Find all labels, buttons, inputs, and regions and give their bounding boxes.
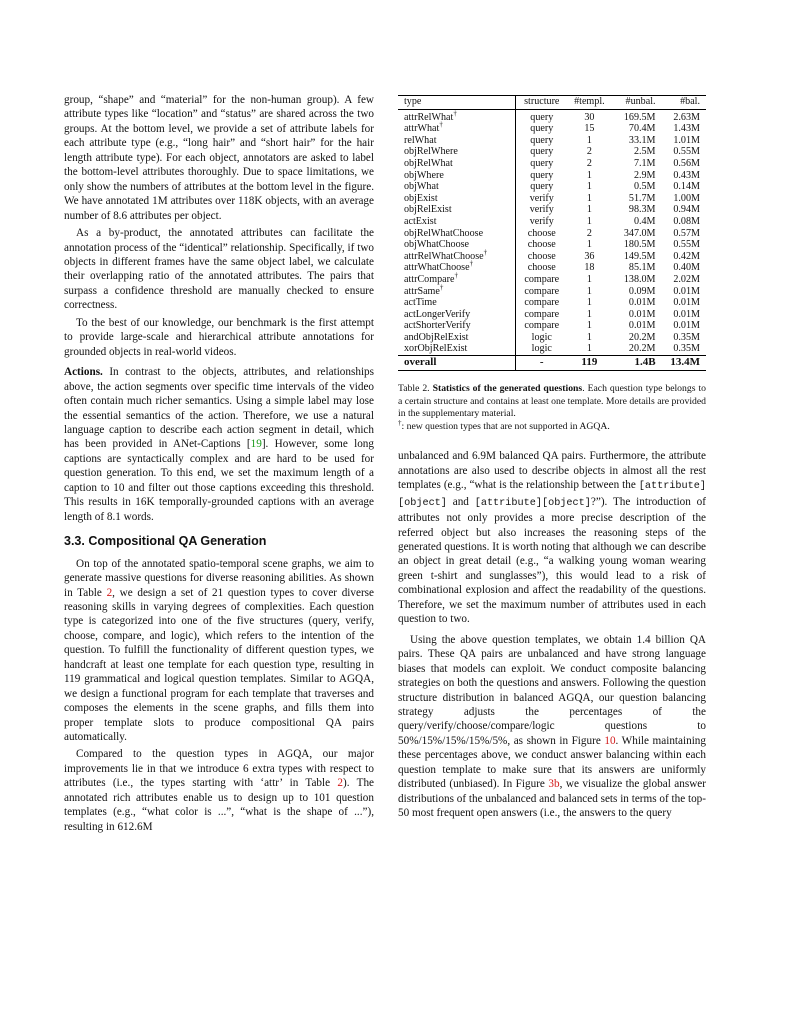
cell-bal-text: 0.56M bbox=[673, 157, 700, 169]
cell-type-text: attrRelWhatChoose bbox=[404, 250, 484, 262]
cell-unbal bbox=[612, 320, 658, 332]
cell-type bbox=[398, 146, 516, 158]
cell-bal-text: 1.43M bbox=[673, 123, 700, 135]
cell-bal-text: 0.55M bbox=[673, 239, 700, 251]
cell-templ-text: 1 bbox=[586, 320, 592, 332]
cell-unbal bbox=[612, 286, 658, 298]
cell-bal bbox=[658, 286, 706, 298]
cell-type-text: xorObjRelExist bbox=[404, 343, 468, 355]
cell-structure bbox=[516, 286, 567, 298]
cell-structure bbox=[516, 343, 567, 355]
cell-unbal-text: 169.5M bbox=[623, 111, 656, 123]
cell-type-text: attrRelWhat bbox=[404, 111, 454, 123]
improve-text-b: ). The annotated rich attributes enable us to design up to 101 question templates (e.g., “what color is ...”, “what is the shape of ...”), resulting in 612.6M bbox=[64, 777, 374, 833]
cell-structure-text: query bbox=[530, 111, 554, 123]
cell-bal bbox=[658, 332, 706, 344]
cell-templ bbox=[567, 286, 611, 298]
cell-type-text: actShorterVerify bbox=[404, 320, 471, 332]
cell-templ-text: 1 bbox=[586, 169, 592, 181]
cell-type bbox=[398, 320, 516, 332]
table-row bbox=[398, 262, 706, 274]
cell-unbal-text: 2.5M bbox=[633, 146, 656, 158]
cell-unbal bbox=[612, 181, 658, 193]
cell-templ-text: 18 bbox=[584, 262, 595, 274]
cell-structure-text: compare bbox=[524, 285, 560, 297]
paragraph-first-attempt: To the best of our knowledge, our benchmark is the first attempt to provide large-scale and hierarchical attribute annotations for grounded objects in real-world videos. bbox=[64, 316, 374, 358]
cell-templ bbox=[567, 320, 611, 332]
cell-structure-text: choose bbox=[527, 227, 556, 239]
figure-ref-link[interactable]: 3b bbox=[548, 778, 560, 791]
dagger-mark: † bbox=[439, 120, 443, 129]
cell-bal-text: 0.01M bbox=[673, 320, 700, 332]
section-title: 3.3. Compositional QA Generation bbox=[64, 534, 267, 549]
cell-structure bbox=[516, 262, 567, 274]
cell-templ-text: 1 bbox=[586, 134, 592, 146]
cell-type-text: objRelWhat bbox=[404, 157, 453, 169]
cell-structure bbox=[516, 309, 567, 321]
cell-type bbox=[398, 120, 516, 135]
cell-type bbox=[398, 170, 516, 182]
cell-bal bbox=[658, 204, 706, 216]
cell-type bbox=[398, 343, 516, 355]
cell-unbal bbox=[612, 123, 658, 135]
table-row bbox=[398, 309, 706, 321]
cell-type-text: objRelWhatChoose bbox=[404, 227, 484, 239]
cell-unbal bbox=[612, 228, 658, 240]
cell-unbal bbox=[612, 274, 658, 286]
cell-templ bbox=[567, 146, 611, 158]
cell-bal bbox=[658, 135, 706, 147]
cell-templ bbox=[567, 181, 611, 193]
cell-templ bbox=[567, 204, 611, 216]
usage-text-b: ?”). The introduction of attributes not only provides a more precise description of the referred object but also increases the reasoning steps of the generated questions. It is worth noting that although we can describe an object in great detail (e.g., “a walking young woman wearing green t-shirt and sunglasses”), this would lead to a risk of combinational explosion and affect the readability of the questions. Therefore, we set the maximum number of attributes used in each question to two. bbox=[398, 495, 706, 626]
cell-bal-text: 0.42M bbox=[673, 250, 700, 262]
table-ref-link[interactable]: 2 bbox=[106, 586, 113, 599]
cell-unbal-text: 2.9M bbox=[633, 169, 656, 181]
cell-templ bbox=[567, 309, 611, 321]
cell-bal bbox=[658, 181, 706, 193]
cell-type-text: actLongerVerify bbox=[404, 308, 471, 320]
cell-structure-text: verify bbox=[529, 192, 554, 204]
cell-bal-text: 0.35M bbox=[673, 331, 700, 343]
cell-type-text: attrSame bbox=[404, 285, 440, 297]
cell-type bbox=[398, 158, 516, 170]
table-caption bbox=[398, 383, 706, 435]
cell-bal bbox=[658, 239, 706, 251]
cell-templ bbox=[567, 123, 611, 135]
cell-bal-text: 0.01M bbox=[673, 308, 700, 320]
cell-templ bbox=[567, 251, 611, 263]
cell-structure-text: compare bbox=[524, 297, 560, 309]
table-row bbox=[398, 135, 706, 147]
table-header: type bbox=[398, 96, 516, 110]
cell-templ bbox=[567, 158, 611, 170]
cell-structure-text: choose bbox=[527, 250, 556, 262]
cell-structure bbox=[516, 228, 567, 240]
cell-templ-text: 2 bbox=[586, 146, 592, 158]
usage-text-a: unbalanced and 6.9M balanced QA pairs. Furthermore, the attribute annotations are also used to describe objects in almost all the rest templates (e.g., “what is the relationship between the bbox=[398, 450, 706, 492]
balance-text-b: . While maintaining these percentages above, we conduct answer balancing within each question template to make sure that its answers are uniformly distributed (unbiased). In Figure bbox=[398, 734, 706, 791]
cell-structure-text: query bbox=[530, 157, 554, 169]
cell-structure bbox=[516, 193, 567, 205]
right-column bbox=[398, 95, 706, 821]
dagger-mark: † bbox=[469, 259, 474, 268]
cell-templ-text: 1 bbox=[586, 192, 592, 204]
caption-label: Table 2. bbox=[398, 382, 430, 394]
cell-bal-text: 0.55M bbox=[673, 146, 700, 158]
caption-bold: Statistics of the generated questions bbox=[432, 382, 583, 394]
cell-structure bbox=[516, 274, 567, 286]
cell-structure-text: query bbox=[530, 181, 554, 193]
cell-structure-text: logic bbox=[531, 331, 552, 343]
overall-cell: overall bbox=[398, 356, 516, 371]
table-row bbox=[398, 251, 706, 263]
cell-templ-text: 1 bbox=[586, 331, 592, 343]
cell-structure bbox=[516, 204, 567, 216]
cell-type bbox=[398, 109, 516, 123]
cell-structure-text: compare bbox=[524, 308, 560, 320]
table-ref-link[interactable]: 2 bbox=[337, 777, 343, 790]
cell-templ bbox=[567, 109, 611, 123]
cell-unbal bbox=[612, 109, 658, 123]
cell-unbal-text: 138.0M bbox=[623, 273, 656, 285]
cell-structure-text: logic bbox=[531, 343, 552, 355]
cell-unbal-text: 149.5M bbox=[623, 250, 656, 262]
cell-unbal-text: 180.5M bbox=[623, 239, 656, 251]
cell-unbal bbox=[612, 216, 658, 228]
overall-cell: - bbox=[516, 356, 567, 371]
cell-bal bbox=[658, 228, 706, 240]
cell-templ-text: 2 bbox=[586, 227, 592, 239]
overall-cell: 119 bbox=[567, 356, 611, 371]
cell-unbal bbox=[612, 332, 658, 344]
cell-unbal-text: 85.1M bbox=[628, 262, 656, 274]
table-row bbox=[398, 123, 706, 135]
table-header: #templ. bbox=[567, 96, 611, 110]
cell-templ bbox=[567, 274, 611, 286]
cell-structure bbox=[516, 109, 567, 123]
cell-unbal-text: 0.01M bbox=[628, 297, 656, 309]
cell-unbal-text: 20.2M bbox=[628, 331, 656, 343]
cell-bal-text: 0.01M bbox=[673, 297, 700, 309]
cell-type bbox=[398, 204, 516, 216]
cell-bal-text: 0.01M bbox=[673, 285, 700, 297]
cell-bal bbox=[658, 193, 706, 205]
cell-type-text: objWhat bbox=[404, 181, 439, 193]
cell-unbal-text: 347.0M bbox=[623, 227, 656, 239]
table-row bbox=[398, 193, 706, 205]
cell-bal bbox=[658, 146, 706, 158]
cell-unbal-text: 0.09M bbox=[628, 285, 656, 297]
cell-type bbox=[398, 228, 516, 240]
cell-bal-text: 0.43M bbox=[673, 169, 700, 181]
cell-unbal-text: 98.3M bbox=[628, 204, 656, 216]
table-row bbox=[398, 146, 706, 158]
paragraph-actions bbox=[64, 365, 374, 524]
qa-text-b: , we design a set of 21 question types to cover diverse reasoning skills in varying degrees of complexities. Each question type is categorized into one of the five structures (query, verify, choose, compare, and logic), which refers to the intention of the question. To fulfill the functionality of different question types, we handcraft at least one template for each question type, resulting in 119 grammatical and logical question templates. Similar to AGQA, we design a functional program for each template that traverses and composes the elements in the scene graphs, and fills them into proper template slots to produce compositional QA pairs automatically. bbox=[64, 586, 374, 744]
cell-type-text: actExist bbox=[404, 215, 437, 227]
dagger-mark: † bbox=[398, 419, 402, 428]
cell-templ-text: 1 bbox=[586, 181, 592, 193]
cell-unbal-text: 51.7M bbox=[628, 192, 656, 204]
dagger-mark: † bbox=[483, 248, 488, 257]
table-header: structure bbox=[516, 96, 567, 110]
cell-bal bbox=[658, 262, 706, 274]
cell-bal-text: 0.14M bbox=[673, 181, 700, 193]
table-row bbox=[398, 170, 706, 182]
improve-text-a: Compared to the question types in AGQA, our major improvements lie in that we introduce 6 extra types with respect to attributes (i.e., the types starting with ‘attr’ in Table bbox=[64, 748, 374, 790]
cell-structure bbox=[516, 158, 567, 170]
cell-bal-text: 0.94M bbox=[673, 204, 700, 216]
cell-structure bbox=[516, 239, 567, 251]
qa-text-a: On top of the annotated spatio-temporal scene graphs, we aim to generate massive questions for diverse reasoning abilities. As shown in Table bbox=[64, 557, 374, 599]
paragraph-attribute-usage bbox=[398, 449, 706, 626]
cell-unbal-text: 0.01M bbox=[628, 308, 656, 320]
cell-type-text: relWhat bbox=[404, 134, 437, 146]
table-row bbox=[398, 320, 706, 332]
cell-templ-text: 1 bbox=[586, 285, 592, 297]
cell-structure bbox=[516, 320, 567, 332]
statistics-table bbox=[398, 95, 706, 371]
usage-text-mid: and bbox=[446, 495, 475, 508]
cell-type-text: objRelWhere bbox=[404, 146, 458, 158]
cell-structure-text: query bbox=[530, 169, 554, 181]
balance-text-a: Using the above question templates, we obtain 1.4 billion QA pairs. These QA pairs are unbalanced and have strong language biases that models can exploit. We conduct composite balancing strategies on both the questions and answers. Following the question structure distribution in balanced AGQA, our question balancing strategy adjusts the percentages of the query/verify/choose/compare/logic questions to 50%/15%/15%/15%/5%, as shown in Figure bbox=[398, 633, 706, 747]
cell-templ-text: 30 bbox=[584, 111, 595, 123]
cell-structure bbox=[516, 332, 567, 344]
dagger-mark: † bbox=[453, 109, 457, 118]
table-row bbox=[398, 216, 706, 228]
cell-type-text: attrCompare bbox=[404, 273, 455, 285]
cell-bal-text: 1.00M bbox=[673, 192, 700, 204]
cell-templ-text: 1 bbox=[586, 204, 592, 216]
cell-unbal bbox=[612, 158, 658, 170]
cell-structure-text: compare bbox=[524, 320, 560, 332]
cell-bal bbox=[658, 109, 706, 123]
cell-structure bbox=[516, 146, 567, 158]
cell-type bbox=[398, 181, 516, 193]
cell-structure bbox=[516, 251, 567, 263]
cell-structure-text: query bbox=[530, 146, 554, 158]
cell-bal-text: 0.35M bbox=[673, 343, 700, 355]
table-row bbox=[398, 181, 706, 193]
table-row bbox=[398, 228, 706, 240]
cell-type-text: attrWhat bbox=[404, 123, 440, 135]
cell-type-text: attrWhatChoose bbox=[404, 262, 470, 274]
cell-unbal bbox=[612, 135, 658, 147]
cell-templ bbox=[567, 297, 611, 309]
cell-templ bbox=[567, 228, 611, 240]
cell-unbal bbox=[612, 170, 658, 182]
cell-structure-text: choose bbox=[527, 239, 556, 251]
cell-unbal-text: 20.2M bbox=[628, 343, 656, 355]
paragraph-qa-generation bbox=[64, 557, 374, 745]
cell-templ-text: 2 bbox=[586, 157, 592, 169]
cell-structure bbox=[516, 181, 567, 193]
cell-bal-text: 0.40M bbox=[673, 262, 700, 274]
table-overall-row bbox=[398, 356, 706, 371]
cell-bal-text: 2.63M bbox=[673, 111, 700, 123]
cell-type bbox=[398, 297, 516, 309]
cell-structure-text: query bbox=[530, 134, 554, 146]
cell-unbal-text: 70.4M bbox=[628, 123, 656, 135]
cell-structure bbox=[516, 297, 567, 309]
cell-unbal bbox=[612, 262, 658, 274]
table-body bbox=[398, 109, 706, 370]
cell-bal bbox=[658, 170, 706, 182]
cell-unbal-text: 0.5M bbox=[633, 181, 656, 193]
cell-structure bbox=[516, 170, 567, 182]
table-row bbox=[398, 274, 706, 286]
caption-rest: . Each question type belongs to a certain structure and contains at least one template. More details are provided in the supplementary material. bbox=[398, 382, 706, 420]
cell-type-text: objExist bbox=[404, 192, 438, 204]
actions-text-a: In contrast to the objects, attributes, and relationships above, the action segments over specific time intervals of the video often contain much richer semantics. Using a simple label may lose the essential semantics of the action. Therefore, we use a natural language caption to describe each action segment in detail, which has been provided in ANet-Captions [ bbox=[64, 366, 374, 451]
cell-type-text: objRelExist bbox=[404, 204, 452, 216]
cell-bal bbox=[658, 158, 706, 170]
cell-templ-text: 1 bbox=[586, 297, 592, 309]
cell-templ-text: 1 bbox=[586, 215, 592, 227]
cell-bal-text: 1.01M bbox=[673, 134, 700, 146]
cell-type-text: andObjRelExist bbox=[404, 331, 469, 343]
table-row bbox=[398, 204, 706, 216]
cell-bal bbox=[658, 123, 706, 135]
cell-type bbox=[398, 309, 516, 321]
paragraph-identical: As a by-product, the annotated attributes can facilitate the annotation process of the “identical” relationship. Specifically, if two objects in different frames have the same object label, we calculate their overlapping ratio of the annotated attributes. The pairs that surpass a confidence threshold are manually checked to ensure correctness. bbox=[64, 227, 374, 312]
cell-type bbox=[398, 239, 516, 251]
cell-templ-text: 1 bbox=[586, 239, 592, 251]
cell-bal bbox=[658, 343, 706, 355]
cell-structure-text: verify bbox=[529, 215, 554, 227]
cell-templ-text: 15 bbox=[584, 123, 595, 135]
dagger-mark: † bbox=[439, 283, 444, 292]
cell-templ bbox=[567, 239, 611, 251]
table-header: #bal. bbox=[658, 96, 706, 110]
cell-unbal bbox=[612, 309, 658, 321]
cell-unbal bbox=[612, 193, 658, 205]
paragraph-improvements bbox=[64, 747, 374, 834]
cell-unbal-text: 0.4M bbox=[633, 215, 656, 227]
cell-templ bbox=[567, 262, 611, 274]
actions-heading: Actions. bbox=[64, 366, 103, 379]
cell-type bbox=[398, 216, 516, 228]
cell-templ bbox=[567, 343, 611, 355]
cell-templ-text: 1 bbox=[586, 343, 592, 355]
overall-cell: 1.4B bbox=[612, 356, 658, 371]
cell-templ bbox=[567, 332, 611, 344]
cell-type bbox=[398, 193, 516, 205]
table-row bbox=[398, 343, 706, 355]
cell-type bbox=[398, 332, 516, 344]
cell-structure bbox=[516, 216, 567, 228]
table-row bbox=[398, 158, 706, 170]
paragraph-attributes: group, “shape” and “material” for the non-human group). A few attribute types like “location” and “status” are shared across the two groups. At the bottom level, we provide a set of attribute labels for each attribute type (e.g., “long hair” and “short hair” for the hair length attribute type). For each object, annotators are asked to label the bottom-level attributes thoroughly. Due to space limitations, we only show the numbers of attributes at the bottom level in the figure. We have annotated 1M attributes over 118K objects, with an average number of 8.6 attributes per object. bbox=[64, 94, 374, 222]
table-row bbox=[398, 297, 706, 309]
table-header-row bbox=[398, 96, 706, 110]
overall-cell: 13.4M bbox=[658, 356, 706, 371]
citation-link[interactable]: 19 bbox=[250, 438, 262, 451]
paragraph-balancing bbox=[398, 633, 706, 821]
actions-text-b: ]. However, some long captions are syntactically complex and are hard to be used for question generation. To this end, we set the maximum length of a caption to 10 and filter out those captions exceeding this threshold. This results in 16K temporally-grounded captions with an average length of 8.1 words. bbox=[64, 438, 374, 523]
cell-bal-text: 0.57M bbox=[673, 227, 700, 239]
table-header: #unbal. bbox=[612, 96, 658, 110]
cell-bal bbox=[658, 320, 706, 332]
cell-bal bbox=[658, 309, 706, 321]
template-slot-code: [attribute][object] bbox=[398, 481, 706, 509]
cell-bal bbox=[658, 297, 706, 309]
cell-unbal bbox=[612, 343, 658, 355]
left-column bbox=[64, 93, 374, 834]
cell-type-text: objWhere bbox=[404, 169, 444, 181]
cell-unbal bbox=[612, 297, 658, 309]
cell-type bbox=[398, 248, 516, 263]
cell-bal bbox=[658, 216, 706, 228]
cell-templ-text: 36 bbox=[584, 250, 595, 262]
cell-type bbox=[398, 135, 516, 147]
cell-bal bbox=[658, 274, 706, 286]
cell-bal-text: 0.08M bbox=[673, 215, 700, 227]
table-row bbox=[398, 239, 706, 251]
cell-templ bbox=[567, 216, 611, 228]
table-row bbox=[398, 109, 706, 123]
cell-unbal bbox=[612, 204, 658, 216]
cell-type bbox=[398, 271, 516, 286]
cell-templ bbox=[567, 135, 611, 147]
cell-templ bbox=[567, 193, 611, 205]
cell-templ bbox=[567, 170, 611, 182]
cell-structure-text: query bbox=[530, 123, 554, 135]
cell-unbal bbox=[612, 251, 658, 263]
table-row bbox=[398, 286, 706, 298]
balance-text-c: , we visualize the global answer distributions of the unbalanced and balanced sets in terms of the top-50 most frequent open answers (i.e., the answers to the query bbox=[398, 778, 706, 820]
cell-structure-text: verify bbox=[529, 204, 554, 216]
cell-structure-text: compare bbox=[524, 273, 560, 285]
cell-type bbox=[398, 283, 516, 298]
dagger-mark: † bbox=[454, 271, 458, 280]
cell-bal bbox=[658, 251, 706, 263]
cell-bal-text: 2.02M bbox=[673, 273, 700, 285]
cell-unbal bbox=[612, 146, 658, 158]
table-row bbox=[398, 332, 706, 344]
cell-unbal bbox=[612, 239, 658, 251]
cell-type-text: actTime bbox=[404, 297, 437, 309]
cell-structure bbox=[516, 135, 567, 147]
template-slot-code: [attribute][object] bbox=[474, 497, 591, 509]
caption-note: : new question types that are not supported in AGQA. bbox=[401, 421, 610, 433]
cell-templ-text: 1 bbox=[586, 308, 592, 320]
cell-type-text: objWhatChoose bbox=[404, 239, 470, 251]
figure-ref-link[interactable]: 10 bbox=[604, 734, 616, 747]
cell-unbal-text: 0.01M bbox=[628, 320, 656, 332]
cell-unbal-text: 33.1M bbox=[628, 134, 656, 146]
cell-templ-text: 1 bbox=[586, 273, 592, 285]
cell-unbal-text: 7.1M bbox=[633, 157, 656, 169]
cell-structure-text: choose bbox=[527, 262, 556, 274]
cell-structure bbox=[516, 123, 567, 135]
